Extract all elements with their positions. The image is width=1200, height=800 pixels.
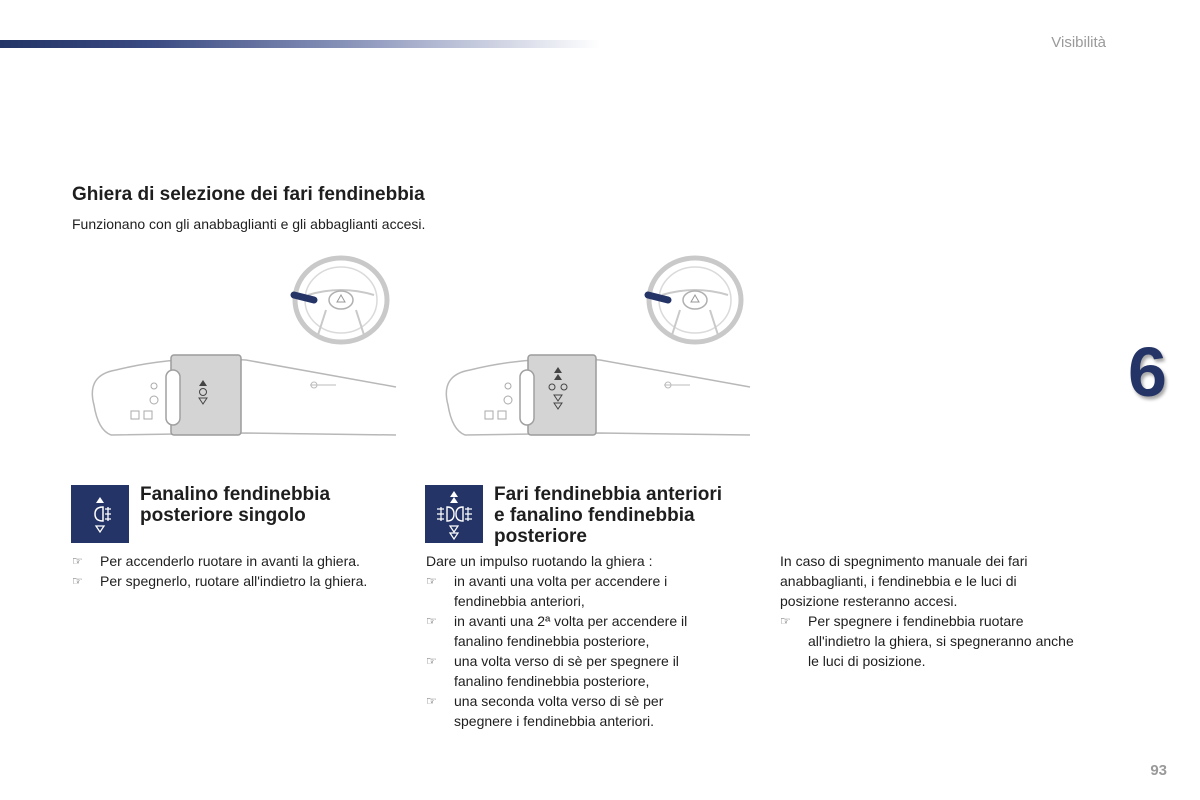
list-item: ☞ Per accenderlo ruotare in avanti la ghiera. [72, 553, 360, 569]
section-title-front-rear-fog: Fari fendinebbia anteriori e fanalino fendinebbia posteriore [494, 484, 723, 547]
list-item: ☞ in avanti una volta per accendere i fendinebbia anteriori, [426, 573, 668, 609]
hand-pointer-icon: ☞ [426, 694, 437, 708]
list-item: ☞ una seconda volta verso di sè per spegnere i fendinebbia anteriori. [426, 693, 664, 729]
page-number: 93 [1150, 762, 1167, 779]
header-accent-bar [0, 40, 600, 48]
manual-switch-off-note [780, 551, 1140, 671]
list-item: ☞ Per spegnerlo, ruotare all'indietro la ghiera. [72, 573, 368, 589]
hand-pointer-icon: ☞ [426, 614, 437, 628]
section-title-rear-fog: Fanalino fendinebbia posteriore singolo [140, 484, 331, 526]
steering-wheel-icon [294, 258, 387, 342]
hand-pointer-icon: ☞ [426, 654, 437, 668]
figure-front-rear-fog [440, 255, 760, 445]
page-title: Ghiera di selezione dei fari fendinebbia [72, 184, 425, 205]
hand-pointer-icon: ☞ [780, 614, 791, 628]
hand-pointer-icon: ☞ [72, 574, 83, 588]
lighting-stalk-icon [92, 355, 396, 435]
front-rear-fog-instructions [426, 551, 756, 731]
hand-pointer-icon: ☞ [426, 574, 437, 588]
figure-rear-fog [86, 255, 406, 445]
list-item: ☞ in avanti una 2ª volta per accendere il fanalino fendinebbia posteriore, [426, 613, 688, 649]
list-item: ☞ una volta verso di sè per spegnere il fanalino fendinebbia posteriore, [426, 653, 679, 689]
rear-fog-light-icon [71, 485, 129, 543]
lighting-stalk-icon [446, 355, 750, 435]
hand-pointer-icon: ☞ [72, 554, 83, 568]
steering-wheel-icon [648, 258, 741, 342]
front-fog-light-icon [425, 485, 483, 543]
list-item: ☞ Per spegnere i fendinebbia ruotare all'indietro la ghiera, si spegneranno anche le luci di posizione. [780, 613, 1074, 669]
intro-text: Funzionano con gli anabbaglianti e gli abbaglianti accesi. [72, 216, 426, 232]
rear-fog-instructions [72, 551, 412, 591]
paragraph: In caso di spegnimento manuale dei fari anabbaglianti, i fendinebbia e le luci di posizione resteranno accesi. [780, 553, 1028, 609]
paragraph: Dare un impulso ruotando la ghiera : [426, 553, 653, 569]
chapter-number: 6 [1128, 333, 1167, 411]
section-title: Visibilità [1051, 34, 1106, 51]
